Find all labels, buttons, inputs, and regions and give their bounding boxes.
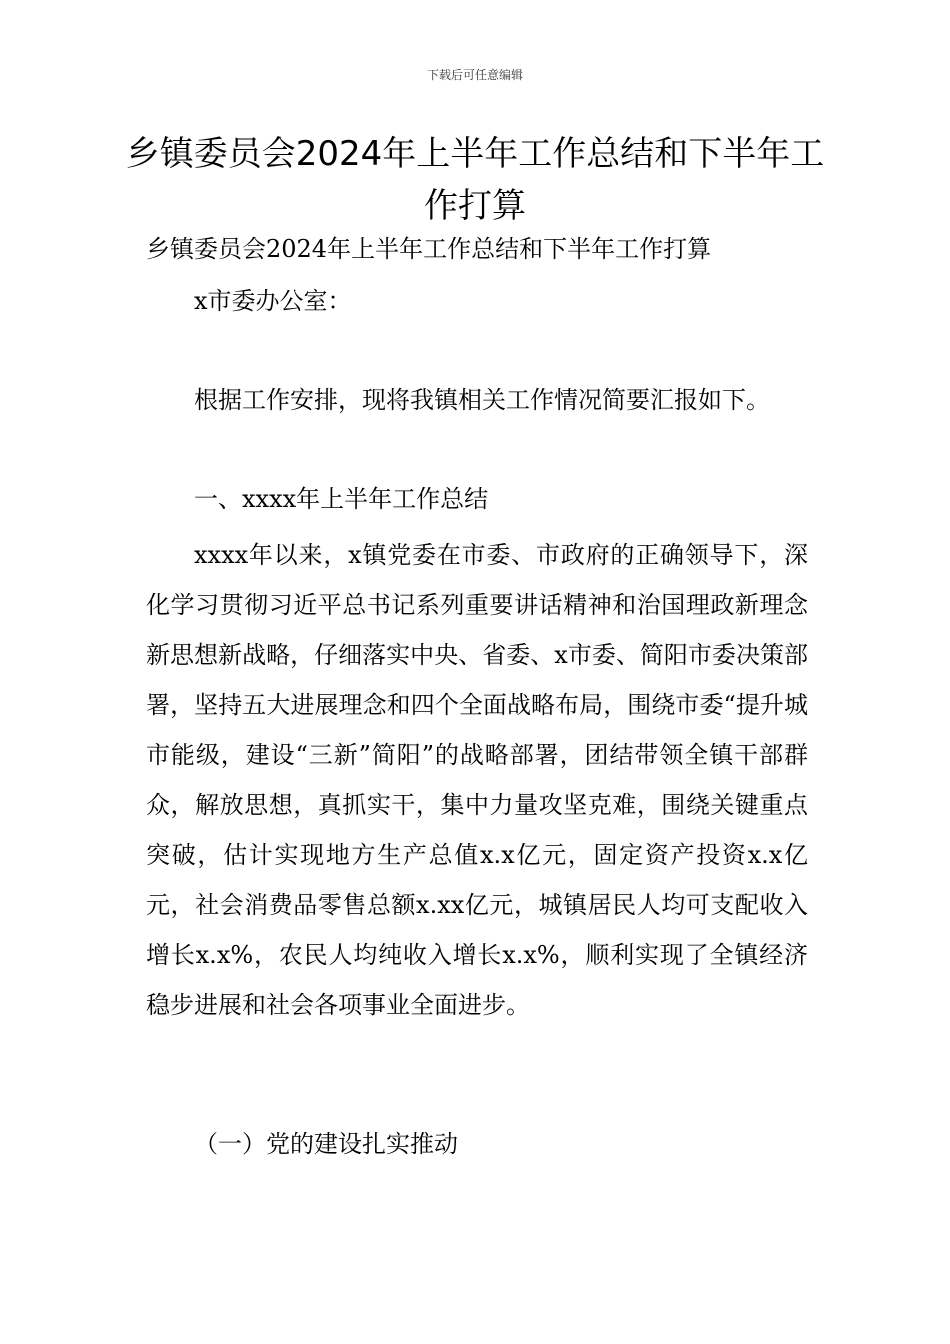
subsection-heading: （一）党的建设扎实推动 — [194, 1130, 458, 1158]
addressee: x市委办公室： — [194, 287, 352, 315]
section-body-paragraph: xxxx年以来，x镇党委在市委、市政府的正确领导下，深化学习贯彻习近平总书记系列重要讲话精神和治国理政新理念新思想新战略，仔细落实中央、省委、x市委、简阳市委决策部署，坚持五大进展理念和四个全面战略布局，围绕市委“提升城市能级，建设“三新”简阳”的战略部署，团结带领全镇干部群众，解放思想，真抓实干，集中力量攻坚克难，围绕关键重点突破，估计实现地方生产总值x.x亿元，固定资产投资x.x亿元，社会消费品零售总额x.xx亿元，城镇居民人均可支配收入增长x.x%，农民人均纯收入增长x.x%，顺利实现了全镇经济稳步进展和社会各项事业全面进步。 — [146, 541, 808, 1019]
document-subtitle: 乡镇委员会2024年上半年工作总结和下半年工作打算 — [146, 235, 712, 263]
section-heading: 一、xxxx年上半年工作总结 — [194, 485, 489, 513]
header-note: 下载后可任意编辑 — [426, 68, 523, 82]
document-title: 乡镇委员会2024年上半年工作总结和下半年工作打算 — [125, 134, 825, 226]
intro-paragraph: 根据工作安排，现将我镇相关工作情况简要汇报如下。 — [194, 386, 770, 414]
